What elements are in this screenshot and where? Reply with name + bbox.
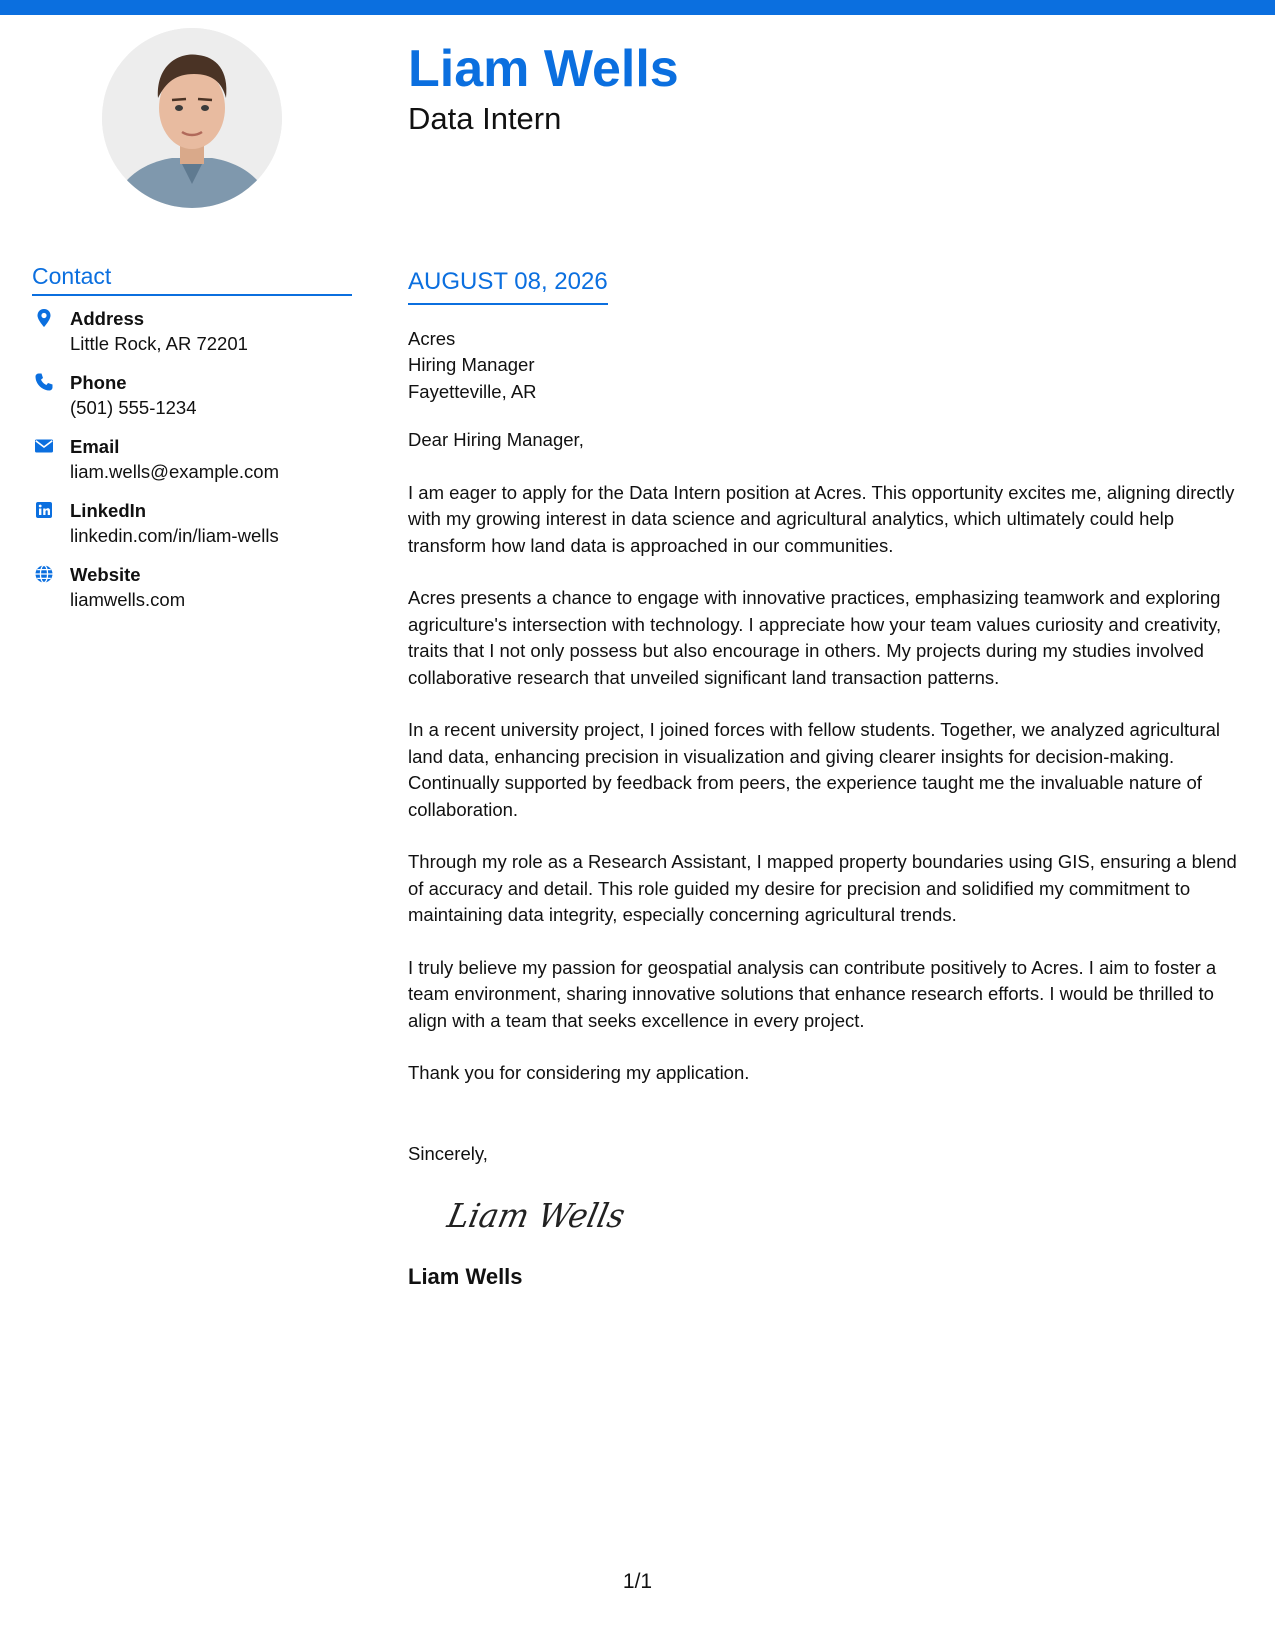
avatar-photo [102, 28, 282, 208]
envelope-icon [34, 436, 54, 456]
recipient-company: Acres [408, 327, 456, 349]
paragraph-3: In a recent university project, I joined forces with fellow students. Together, we analyzed agricultural land data, enhancing precision in visualization and giving clearer insights for decision-making. Continually supported by feedback from peers, the experience taught me the invaluable nature of collaboration. [408, 719, 1221, 820]
paragraph-6: Thank you for considering my application. [408, 1062, 750, 1084]
recipient-location: Fayetteville, AR [408, 380, 537, 402]
contact-list [32, 306, 352, 612]
applicant-name: Liam Wells [408, 40, 679, 98]
signature-image [444, 1189, 644, 1243]
paragraph-4: Through my role as a Research Assistant, I mapped property boundaries using GIS, ensuring a blend of accuracy and detail. This role guided my desire for precision and solidified my commitment to maintaining data integrity, especially concerning agricultural trends. [408, 851, 1237, 926]
contact-item-phone [32, 370, 352, 420]
contact-label-website: Website [70, 563, 141, 585]
avatar [102, 28, 282, 208]
salutation: Dear Hiring Manager, [408, 429, 584, 451]
recipient-block [408, 326, 1248, 406]
contact-label-address: Address [70, 307, 145, 329]
top-accent-bar [0, 0, 1275, 15]
contact-sidebar [32, 262, 352, 626]
letter-body [408, 268, 1248, 1291]
globe-icon [34, 564, 54, 584]
recipient-role: Hiring Manager [408, 354, 535, 376]
signature-text: Liam Wells [444, 1196, 636, 1236]
location-pin-icon [34, 308, 54, 328]
paragraph-2: Acres presents a chance to engage with innovative practices, emphasizing teamwork and exploring agriculture's intersection with technology. I appreciate how your team values curiosity and creativity, traits that I not only possess but also encourage in others. My projects during my studies involved collaborative research that unveiled significant land transaction patterns. [408, 587, 1222, 688]
closing: Sincerely, [408, 1142, 488, 1164]
contact-value-linkedin[interactable]: linkedin.com/in/liam-wells [70, 524, 279, 546]
linkedin-icon [34, 500, 54, 520]
phone-icon [34, 372, 54, 392]
contact-value-address: Little Rock, AR 72201 [70, 332, 248, 354]
paragraph-1: I am eager to apply for the Data Intern position at Acres. This opportunity excites me, aligning directly with my growing interest in data science and agricultural analytics, which ultimately could help transform how land data is approached in our communities. [408, 481, 1235, 556]
job-title: Data Intern [408, 101, 562, 136]
contact-label-email: Email [70, 435, 120, 457]
contact-item-email [32, 434, 352, 484]
contact-value-phone: (501) 555-1234 [70, 396, 197, 418]
contact-heading: Contact [32, 262, 352, 296]
page-number: 1/1 [622, 1570, 653, 1593]
contact-item-address [32, 306, 352, 356]
contact-label-phone: Phone [70, 371, 127, 393]
contact-item-linkedin [32, 498, 352, 548]
paragraph-5: I truly believe my passion for geospatial analysis can contribute positively to Acres. I aim to foster a team environment, sharing innovative solutions that enhance research efforts. I would be thrilled to align with a team that seeks excellence in every project. [408, 956, 1217, 1031]
contact-value-email[interactable]: liam.wells@example.com [70, 460, 279, 482]
contact-value-website[interactable]: liamwells.com [70, 588, 186, 610]
contact-label-linkedin: LinkedIn [70, 499, 147, 521]
signer-name: Liam Wells [408, 1264, 523, 1290]
letter-date: AUGUST 08, 2026 [408, 268, 608, 305]
contact-item-website [32, 562, 352, 612]
signature [444, 1189, 644, 1243]
